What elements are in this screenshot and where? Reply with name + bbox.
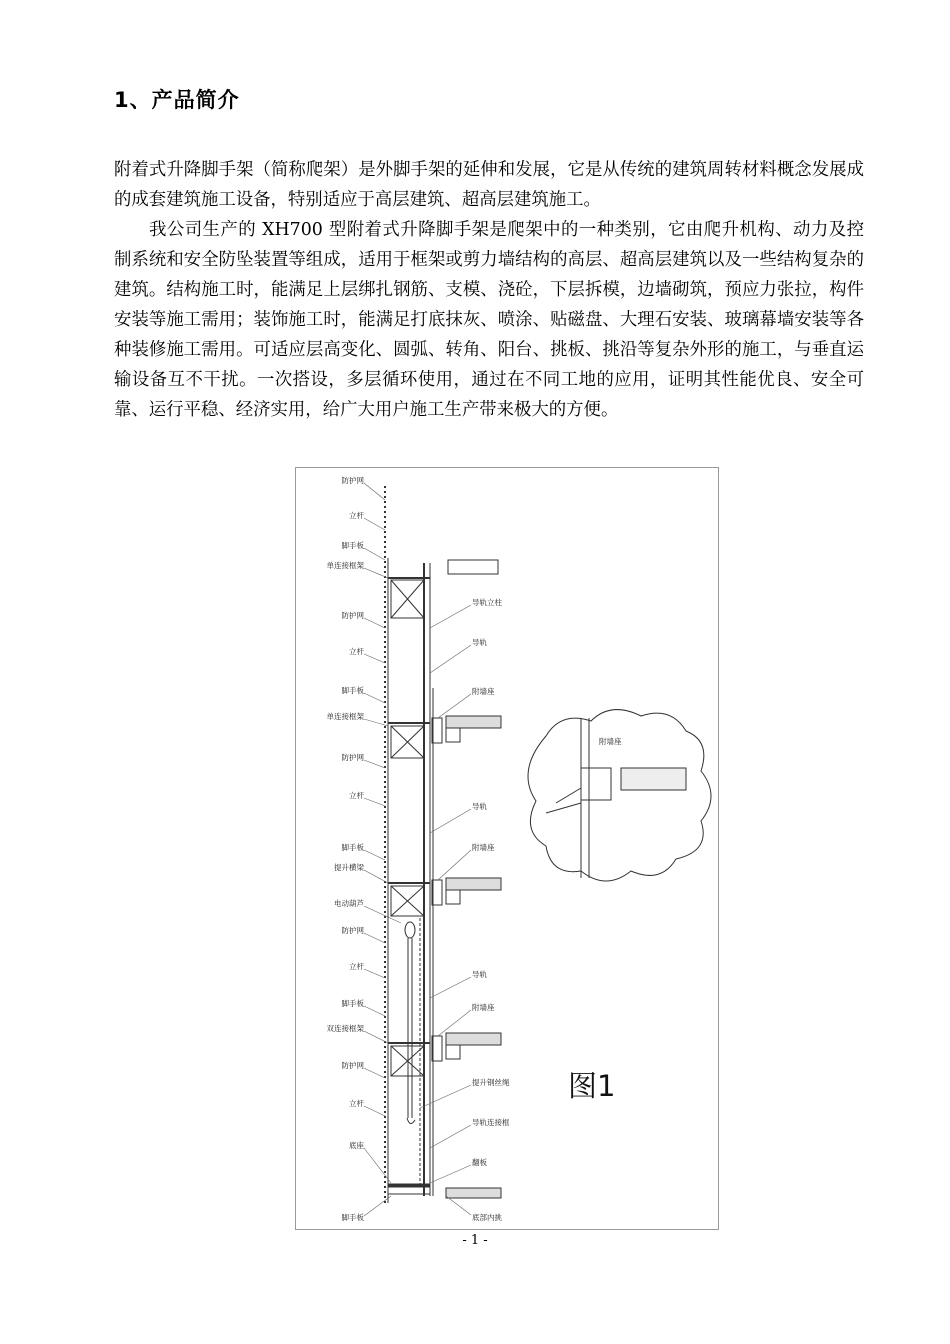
label-left-1: 立杆 — [349, 511, 364, 520]
label-left-5: 立杆 — [349, 647, 364, 656]
label-left-16: 双连接框架 — [326, 1024, 364, 1033]
label-right-4: 附墙座 — [472, 843, 495, 852]
label-left-14: 立杆 — [349, 962, 364, 971]
label-left-2: 脚手板 — [341, 541, 364, 550]
label-left-18: 立杆 — [349, 1099, 364, 1108]
label-left-19: 底座 — [349, 1141, 364, 1150]
label-right-5: 导轨 — [472, 970, 487, 979]
scaffold-diagram — [296, 468, 720, 1231]
scaffold-figure — [295, 467, 719, 1230]
label-right-9: 翻板 — [472, 1158, 487, 1167]
label-left-4: 防护网 — [341, 611, 364, 620]
label-right-7: 提升钢丝绳 — [472, 1078, 510, 1087]
figure-caption: 图1 — [568, 1069, 616, 1103]
label-right-10: 底部内挑 — [472, 1213, 502, 1222]
intro-paragraph: 附着式升降脚手架（简称爬架）是外脚手架的延伸和发展，它是从传统的建筑周转材料概念发展成的成套建筑施工设备，特别适应于高层建筑、超高层建筑施工。 — [114, 160, 864, 210]
page-number: - 1 - — [462, 1233, 488, 1248]
label-right-8: 导轨连接框 — [472, 1118, 510, 1127]
label-right-2: 附墙座 — [472, 687, 495, 696]
label-right-3: 导轨 — [472, 802, 487, 811]
label-left-20: 脚手板 — [341, 1213, 364, 1222]
label-left-15: 脚手板 — [341, 999, 364, 1008]
label-left-3: 单连接框架 — [326, 561, 364, 570]
label-right-6: 附墙座 — [472, 1003, 495, 1012]
section-heading: 1、产品简介 — [114, 88, 240, 112]
label-left-6: 脚手板 — [341, 686, 364, 695]
label-left-7: 单连接框架 — [326, 712, 364, 721]
description-paragraph: 我公司生产的 XH700 型附着式升降脚手架是爬架中的一种类别，它由爬升机构、动力及控制系统和安全防坠装置等组成，适用于框架或剪力墙结构的高层、超高层建筑以及一些结构复杂的建筑。结构施工时，能满足上层绑扎钢筋、支模、浇砼，下层拆模，边墙砌筑，预应力张拉，构件安装等施工需用；装饰施工时，能满足打底抹灰、喷涂、贴磁盘、大理石安装、玻璃幕墙安装等各种装修施工需用。可适应层高变化、圆弧、转角、阳台、挑板、挑沿等复杂外形的施工，与垂直运输设备互不干扰。一次搭设，多层循环使用，通过在不同工地的应用，证明其性能优良、安全可靠、运行平稳、经济实用，给广大用户施工生产带来极大的方便。 — [114, 220, 864, 420]
label-right-0: 导轨立柱 — [472, 598, 502, 607]
label-left-8: 防护网 — [341, 753, 364, 762]
label-left-12: 电动葫芦 — [334, 899, 364, 908]
detail-label: 附墙座 — [599, 737, 622, 746]
label-left-10: 脚手板 — [341, 843, 364, 852]
label-left-0: 防护网 — [341, 476, 364, 485]
label-left-9: 立杆 — [349, 791, 364, 800]
label-left-11: 提升横梁 — [334, 863, 364, 872]
label-left-17: 防护网 — [341, 1061, 364, 1070]
label-left-13: 防护网 — [341, 926, 364, 935]
label-right-1: 导轨 — [472, 638, 487, 647]
